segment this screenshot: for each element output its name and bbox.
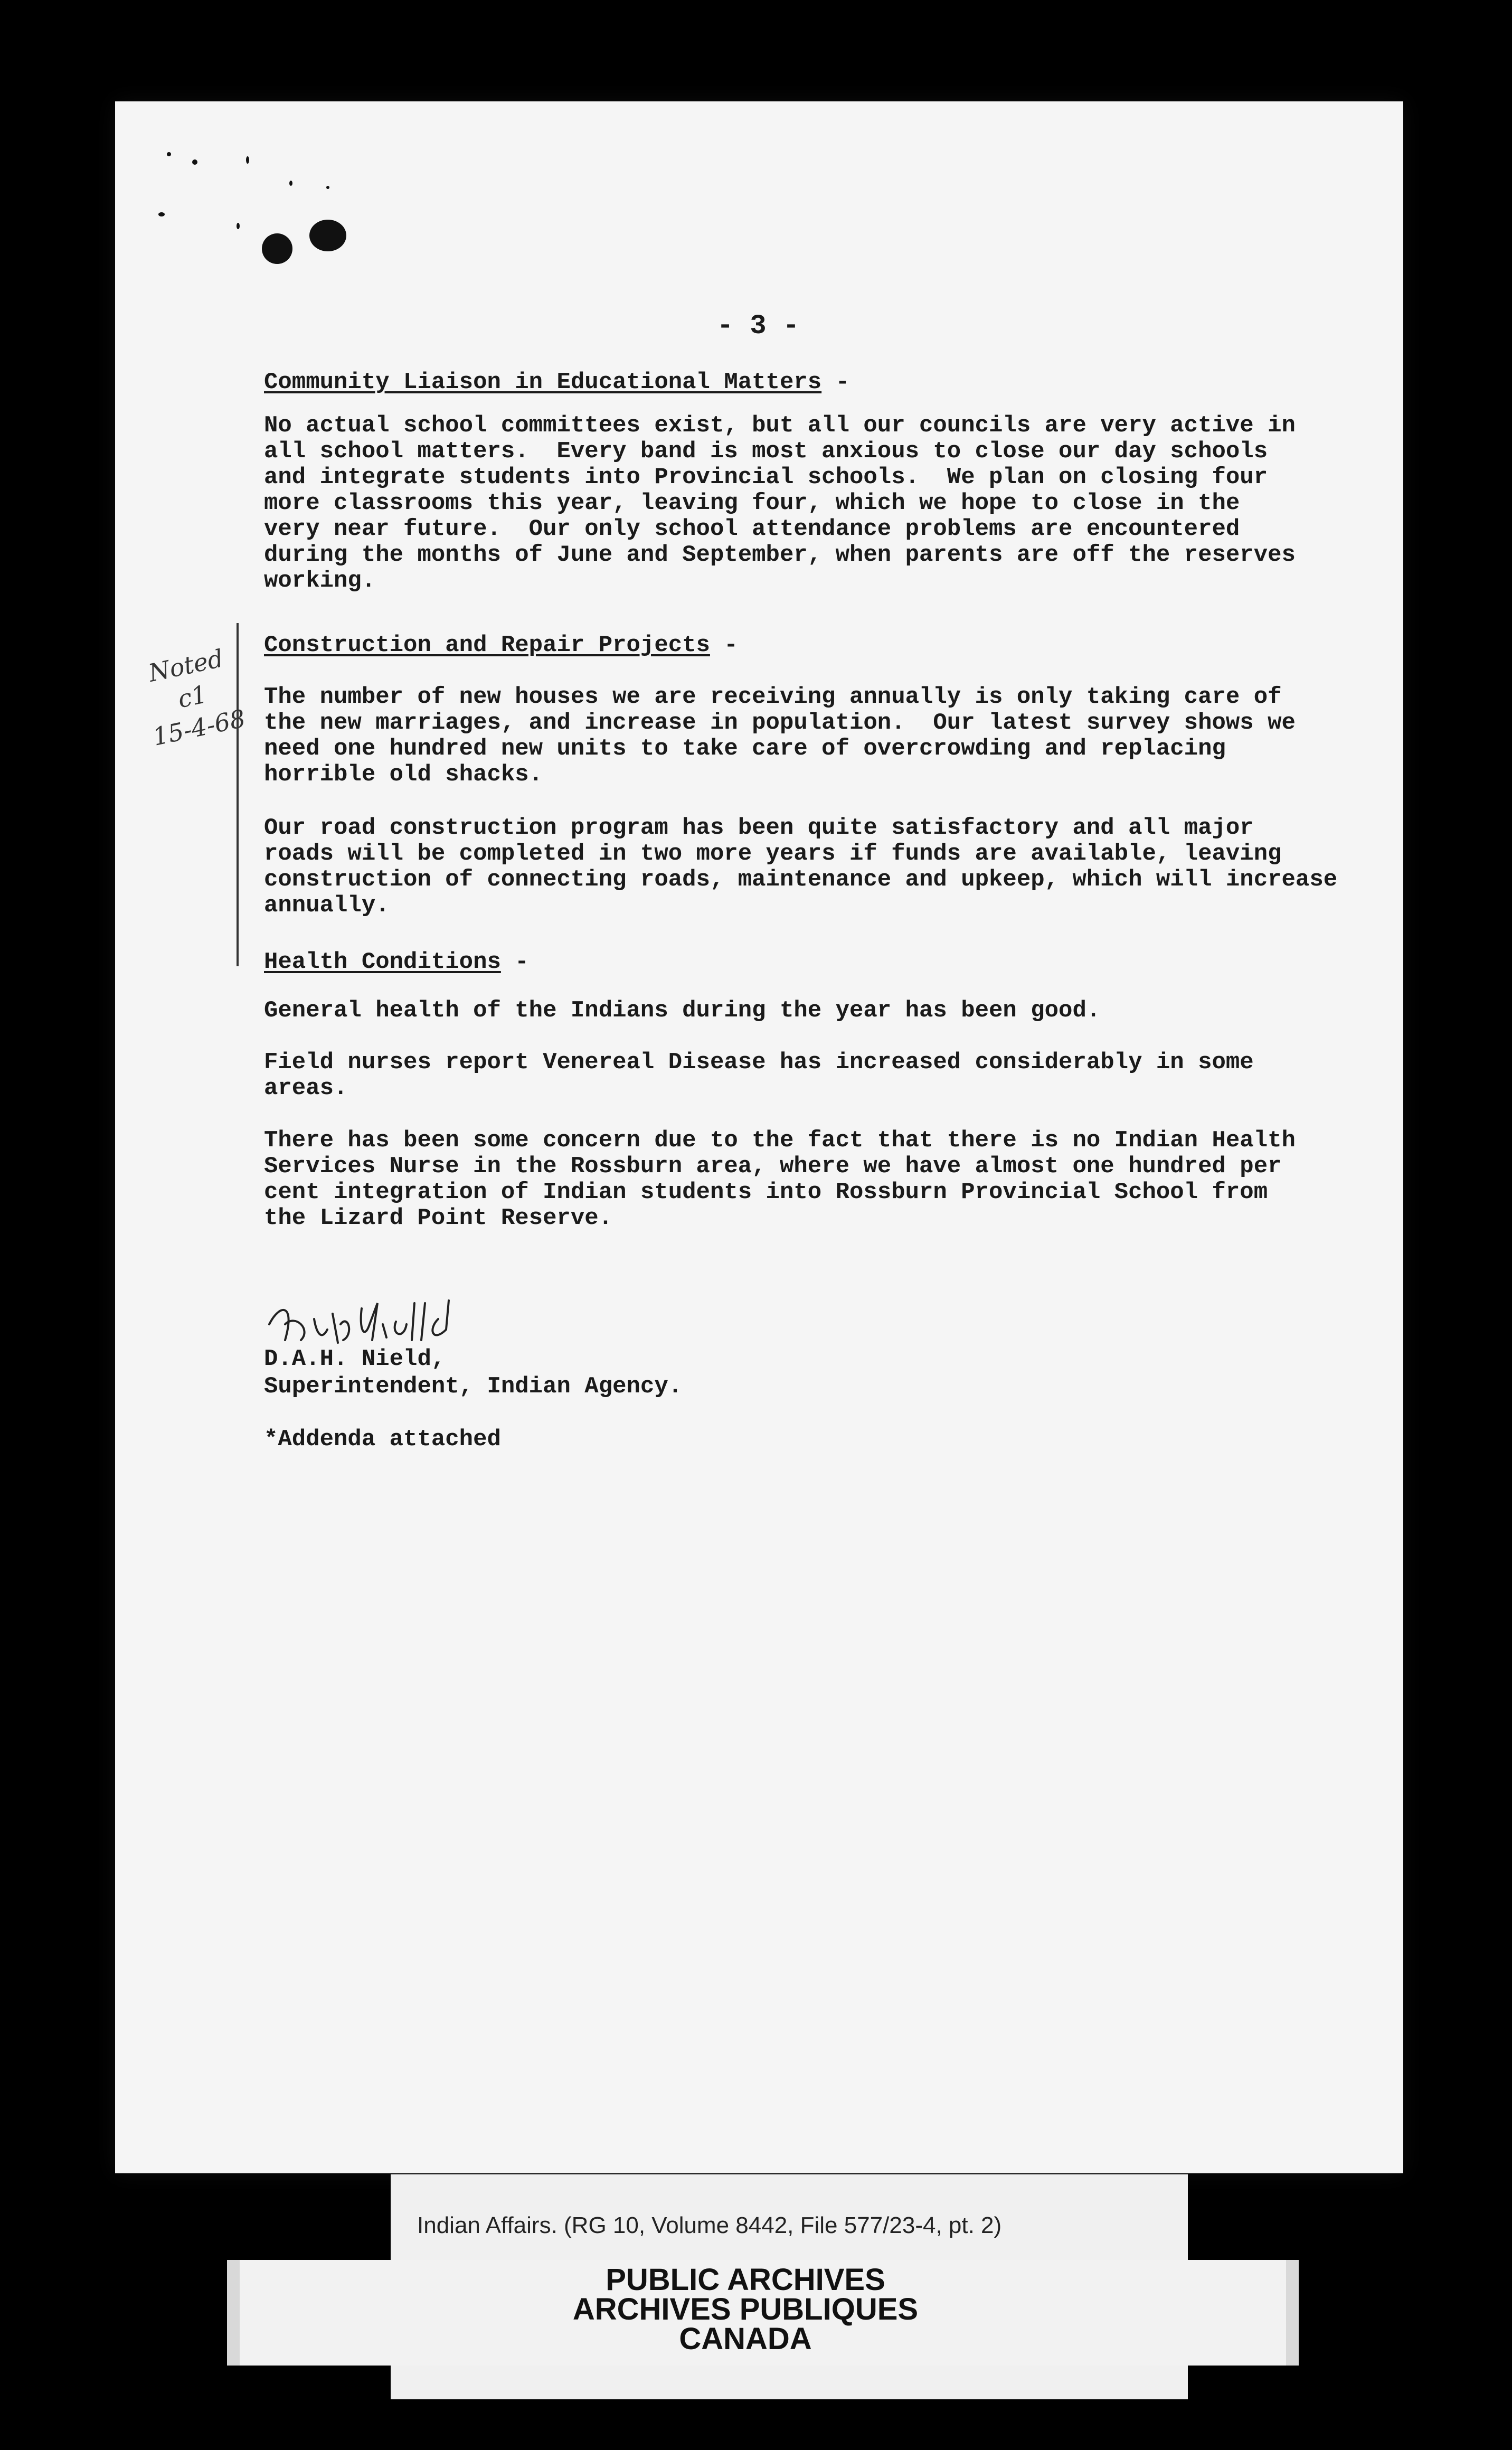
section-heading-text: Community Liaison in Educational Matters — [264, 369, 822, 395]
signature-scribble — [264, 1293, 465, 1351]
punch-hole-mark — [262, 233, 292, 264]
paragraph: Field nurses report Venereal Disease has increased considerably in some areas. — [264, 1049, 1254, 1101]
archive-label-lower — [391, 2366, 1188, 2399]
speck — [326, 186, 329, 189]
section-heading-text: Construction and Repair Projects — [264, 632, 710, 658]
archive-reference: Indian Affairs. (RG 10, Volume 8442, File 577/23-4, pt. 2) — [417, 2212, 1002, 2238]
speck — [158, 212, 165, 216]
paragraph: Our road construction program has been quite satisfactory and all major roads will be completed in two more years if funds are available, leaving construction of connecting roads, maintenance and upkeep, which will increase annually. — [264, 815, 1338, 919]
speck — [289, 181, 292, 186]
document-page — [115, 101, 1403, 2173]
speck — [237, 223, 240, 229]
section-heading — [264, 370, 849, 395]
signature-name: D.A.H. Nield, — [264, 1346, 446, 1372]
punch-hole-mark — [309, 220, 346, 251]
page-number: - 3 - — [717, 310, 800, 342]
paragraph: General health of the Indians during the year has been good. — [264, 997, 1101, 1024]
archive-line-2: ARCHIVES PUBLIQUES — [572, 2292, 919, 2326]
speck — [192, 159, 197, 165]
signature-title: Superintendent, Indian Agency. — [264, 1373, 683, 1400]
addenda-note: *Addenda attached — [264, 1426, 501, 1453]
archive-stamp-text — [0, 2265, 1512, 2354]
heading-suffix: - — [821, 369, 849, 395]
section-heading — [264, 949, 529, 975]
paragraph: The number of new houses we are receiving annually is only taking care of the new marriages, and increase in population. Our latest survey shows we need one hundred new units to take care of overcrowding and replacing horrible old shacks. — [264, 684, 1296, 788]
heading-suffix: - — [710, 632, 738, 658]
margin-note: Noted c1 15-4-68 — [146, 644, 248, 751]
speck — [246, 156, 249, 164]
archive-line-3: CANADA — [679, 2322, 812, 2356]
paragraph: No actual school committees exist, but all our councils are very active in all school matters. Every band is most anxious to close our day schools and integrate students into Provincial schools. We plan on closing four more classrooms this year, leaving four, which we hope to close in the very near future. Our only school attendance problems are encountered during the months of June and September, when parents are off the reserves working. — [264, 412, 1296, 594]
heading-suffix: - — [500, 949, 529, 975]
speck — [167, 152, 171, 156]
section-heading — [264, 633, 738, 658]
archive-line-1: PUBLIC ARCHIVES — [606, 2263, 885, 2297]
paragraph: There has been some concern due to the fact that there is no Indian Health Services Nurse in the Rossburn area, where we have almost one hundred per cent integration of Indian students into Rossburn Provincial School from the Lizard Point Reserve. — [264, 1127, 1296, 1231]
section-heading-text: Health Conditions — [264, 949, 501, 975]
